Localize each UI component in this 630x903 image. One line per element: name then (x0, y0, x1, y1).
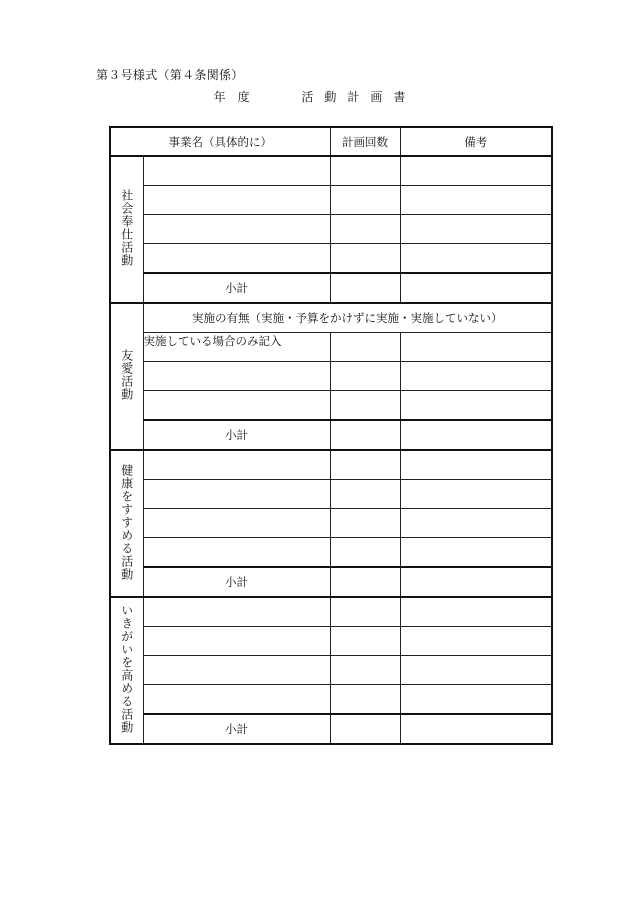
table-row (110, 538, 552, 568)
project-name-cell[interactable] (143, 156, 330, 186)
section-label-text: 友愛活動 (119, 349, 134, 401)
subtotal-row (110, 567, 552, 597)
subtotal-label: 小計 (143, 567, 330, 597)
subtotal-row (110, 420, 552, 450)
planned-count-cell[interactable] (330, 509, 400, 538)
header-remarks: 備考 (400, 127, 552, 156)
planned-count-cell[interactable] (330, 538, 400, 568)
section-label-text: 社会奉仕活動 (119, 189, 134, 267)
header-planned-count: 計画回数 (330, 127, 400, 156)
project-name-cell[interactable] (143, 656, 330, 685)
project-name-cell[interactable] (143, 244, 330, 274)
planned-count-cell[interactable] (330, 244, 400, 274)
title-activity-plan: 活動計画書 (301, 90, 417, 104)
document-title (0, 88, 630, 105)
table-row (110, 362, 552, 391)
subtotal-label: 小計 (143, 273, 330, 303)
planned-count-cell[interactable] (330, 627, 400, 656)
section-label-social-service (110, 156, 143, 303)
remarks-cell[interactable] (400, 215, 552, 244)
planned-count-cell[interactable] (330, 156, 400, 186)
title-fiscal-year: 年度 (213, 90, 262, 104)
remarks-cell[interactable] (400, 656, 552, 685)
planned-count-cell[interactable] (330, 450, 400, 480)
subtotal-label: 小計 (143, 714, 330, 744)
planned-count-cell[interactable] (330, 362, 400, 391)
table-row (110, 156, 552, 186)
planned-count-cell[interactable] (330, 480, 400, 509)
remarks-cell[interactable] (400, 480, 552, 509)
subtotal-count-cell[interactable] (330, 420, 400, 450)
table-row (110, 685, 552, 715)
table-row (110, 509, 552, 538)
subtotal-label: 小計 (143, 420, 330, 450)
project-name-cell[interactable] (143, 627, 330, 656)
header-project-name: 事業名（具体的に） (110, 127, 330, 156)
planned-count-cell[interactable] (330, 597, 400, 627)
table-row (110, 480, 552, 509)
subtotal-count-cell[interactable] (330, 714, 400, 744)
remarks-cell[interactable] (400, 333, 552, 362)
subtotal-count-cell[interactable] (330, 567, 400, 597)
remarks-cell[interactable] (400, 509, 552, 538)
table-row (110, 215, 552, 244)
subtotal-remarks-cell[interactable] (400, 273, 552, 303)
planned-count-cell[interactable] (330, 186, 400, 215)
remarks-cell[interactable] (400, 362, 552, 391)
remarks-cell[interactable] (400, 391, 552, 421)
table-row (110, 656, 552, 685)
project-name-cell[interactable] (143, 685, 330, 715)
project-name-cell[interactable] (143, 450, 330, 480)
project-name-cell[interactable] (143, 538, 330, 568)
section-label-text: いきがいを高める活動 (119, 604, 134, 734)
table-row (110, 450, 552, 480)
implementation-note: 実施している場合のみ記入 (143, 333, 330, 362)
remarks-cell[interactable] (400, 597, 552, 627)
project-name-cell[interactable] (143, 215, 330, 244)
table-row (110, 391, 552, 421)
activity-plan-table (109, 126, 553, 745)
project-name-cell[interactable] (143, 186, 330, 215)
remarks-cell[interactable] (400, 538, 552, 568)
table-row (110, 627, 552, 656)
form-number: 第３号様式（第４条関係） (96, 68, 244, 82)
section-label-friendship (110, 303, 143, 450)
subtotal-remarks-cell[interactable] (400, 567, 552, 597)
planned-count-cell[interactable] (330, 215, 400, 244)
remarks-cell[interactable] (400, 627, 552, 656)
section-label-purpose-in-life (110, 597, 143, 744)
planned-count-cell[interactable] (330, 333, 400, 362)
subtotal-remarks-cell[interactable] (400, 420, 552, 450)
subtotal-count-cell[interactable] (330, 273, 400, 303)
project-name-cell[interactable] (143, 480, 330, 509)
project-name-cell[interactable] (143, 391, 330, 421)
implementation-question: 実施の有無（実施・予算をかけずに実施・実施していない） (143, 303, 552, 333)
section-label-health (110, 450, 143, 597)
table-row (110, 597, 552, 627)
table-row (110, 303, 552, 333)
planned-count-cell[interactable] (330, 391, 400, 421)
project-name-cell[interactable] (143, 597, 330, 627)
table-row (110, 186, 552, 215)
table-header-row (110, 127, 552, 156)
planned-count-cell[interactable] (330, 685, 400, 715)
planned-count-cell[interactable] (330, 656, 400, 685)
subtotal-row (110, 714, 552, 744)
remarks-cell[interactable] (400, 186, 552, 215)
subtotal-remarks-cell[interactable] (400, 714, 552, 744)
table-row (110, 333, 552, 362)
subtotal-row (110, 273, 552, 303)
remarks-cell[interactable] (400, 450, 552, 480)
project-name-cell[interactable] (143, 362, 330, 391)
project-name-cell[interactable] (143, 509, 330, 538)
table-row (110, 244, 552, 274)
remarks-cell[interactable] (400, 685, 552, 715)
remarks-cell[interactable] (400, 244, 552, 274)
section-label-text: 健康をすすめる活動 (119, 463, 134, 581)
remarks-cell[interactable] (400, 156, 552, 186)
